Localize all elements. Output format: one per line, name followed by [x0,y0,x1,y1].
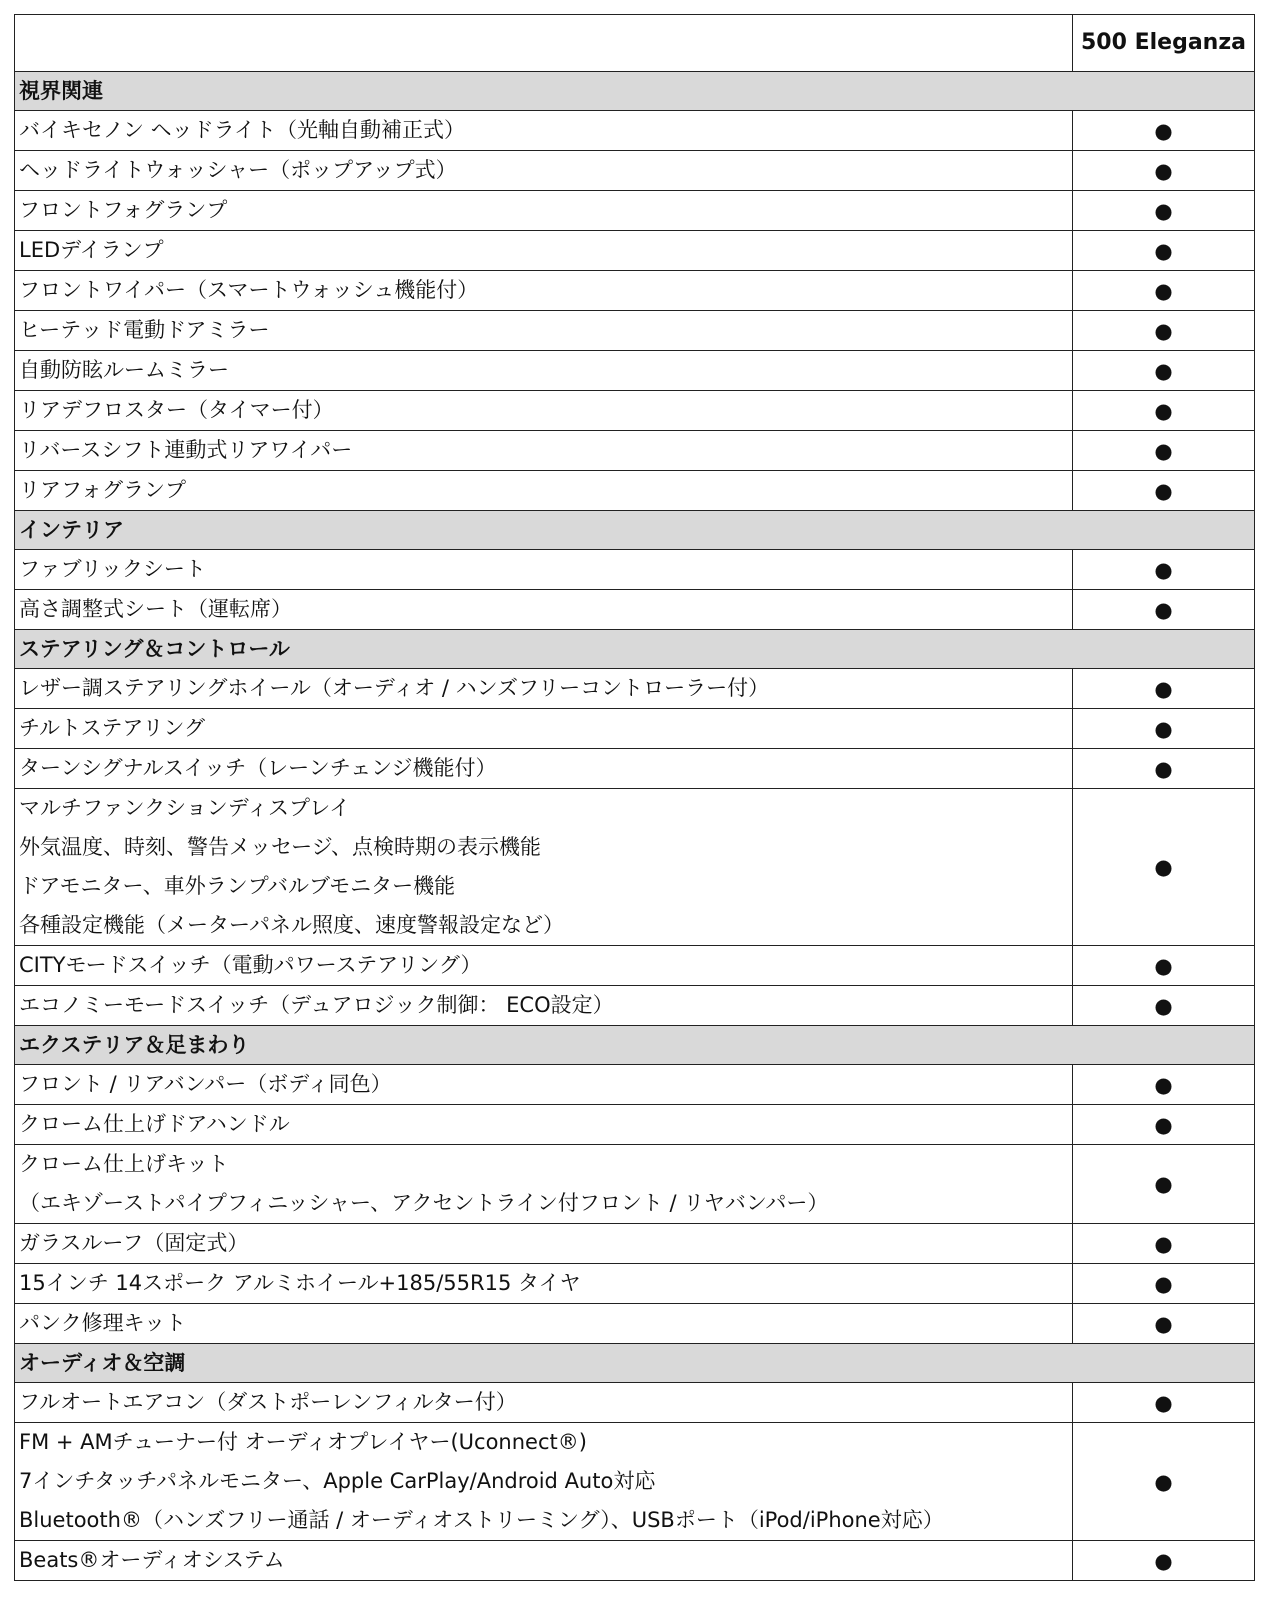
feature-text-line: 自動防眩ルームミラー [19,358,229,382]
feature-name-cell [15,1065,1073,1105]
feature-text-line: 15インチ 14スポーク アルミホイール+185/55R15 タイヤ [19,1271,581,1295]
feature-name-cell [15,151,1073,191]
feature-row [15,351,1255,391]
feature-text-line: フルオートエアコン（ダストポーレンフィルター付） [19,1390,517,1414]
feature-row [15,1423,1255,1541]
standard-equipment-mark: ● [1073,271,1255,311]
feature-row [15,311,1255,351]
feature-text-line: バイキセノン ヘッドライト（光軸自動補正式） [19,118,465,142]
feature-row [15,151,1255,191]
feature-name-cell [15,1304,1073,1344]
standard-equipment-mark: ● [1073,471,1255,511]
feature-row [15,1541,1255,1581]
feature-name-cell [15,111,1073,151]
feature-name-cell [15,709,1073,749]
feature-row [15,1145,1255,1224]
standard-equipment-mark: ● [1073,946,1255,986]
feature-row [15,550,1255,590]
feature-text-line: フロントフォグランプ [19,198,228,222]
feature-row [15,749,1255,789]
feature-row [15,789,1255,946]
feature-row [15,271,1255,311]
feature-text-line: マルチファンクションディスプレイ [19,796,351,820]
feature-text-line: ガラスルーフ（固定式） [19,1231,249,1255]
feature-text-line: フロントワイパー（スマートウォッシュ機能付） [19,278,479,302]
feature-name-cell [15,946,1073,986]
feature-name-cell [15,669,1073,709]
feature-text-line: ターンシグナルスイッチ（レーンチェンジ機能付） [19,756,497,780]
feature-text-line: ドアモニター、車外ランプバルブモニター機能 [19,874,456,898]
section-title: 視界関連 [15,72,1255,111]
feature-name-cell [15,1105,1073,1145]
standard-equipment-mark: ● [1073,311,1255,351]
table-header-row [15,15,1255,72]
header-corner-cell [15,15,1073,72]
feature-text-line: パンク修理キット [19,1311,187,1335]
standard-equipment-mark: ● [1073,351,1255,391]
feature-row [15,669,1255,709]
standard-equipment-mark: ● [1073,550,1255,590]
feature-text-line: クローム仕上げドアハンドル [19,1112,290,1136]
section-header-row [15,1026,1255,1065]
feature-name-cell [15,590,1073,630]
feature-name-cell [15,271,1073,311]
feature-text-line: フロント / リアバンパー（ボディ同色） [19,1072,392,1096]
feature-text-line: リアフォグランプ [19,478,186,502]
feature-row [15,1383,1255,1423]
equipment-spec-table [14,14,1255,1581]
feature-row [15,1304,1255,1344]
feature-row [15,1105,1255,1145]
standard-equipment-mark: ● [1073,111,1255,151]
standard-equipment-mark: ● [1073,789,1255,946]
standard-equipment-mark: ● [1073,1264,1255,1304]
feature-name-cell [15,431,1073,471]
standard-equipment-mark: ● [1073,1145,1255,1224]
feature-row [15,471,1255,511]
section-header-row [15,72,1255,111]
spec-table-body [15,15,1255,1581]
feature-text-line: 各種設定機能（メーターパネル照度、速度警報設定など） [19,913,564,937]
feature-text-line: FM + AMチューナー付 オーディオプレイヤー(Uconnect®) [19,1430,587,1454]
feature-text-line: ヒーテッド電動ドアミラー [19,318,270,342]
standard-equipment-mark: ● [1073,1304,1255,1344]
feature-text-line: Beats®オーディオシステム [19,1548,285,1572]
feature-text-line: クローム仕上げキット [19,1152,229,1176]
feature-text-line: リバースシフト連動式リアワイパー [19,438,353,462]
feature-row [15,111,1255,151]
feature-name-cell [15,471,1073,511]
standard-equipment-mark: ● [1073,231,1255,271]
section-title: エクステリア＆足まわり [15,1026,1255,1065]
feature-text-line: レザー調ステアリングホイール（オーディオ / ハンズフリーコントローラー付） [19,676,770,700]
standard-equipment-mark: ● [1073,986,1255,1026]
feature-text-line: （エキゾーストパイプフィニッシャー、アクセントライン付フロント / リヤバンパー） [19,1191,829,1215]
feature-name-cell [15,1541,1073,1581]
feature-text-line: 高さ調整式シート（運転席） [19,597,292,621]
standard-equipment-mark: ● [1073,749,1255,789]
feature-name-cell [15,749,1073,789]
feature-row [15,946,1255,986]
feature-text-line: リアデフロスター（タイマー付） [19,398,334,422]
feature-row [15,1264,1255,1304]
feature-name-cell [15,231,1073,271]
standard-equipment-mark: ● [1073,1105,1255,1145]
feature-text-line: CITYモードスイッチ（電動パワーステアリング） [19,953,482,977]
feature-row [15,431,1255,471]
feature-row [15,231,1255,271]
section-header-row [15,1344,1255,1383]
feature-name-cell [15,351,1073,391]
feature-name-cell [15,1145,1073,1224]
feature-row [15,391,1255,431]
feature-row [15,986,1255,1026]
section-header-row [15,511,1255,550]
feature-name-cell [15,1264,1073,1304]
feature-name-cell [15,391,1073,431]
standard-equipment-mark: ● [1073,191,1255,231]
feature-text-line: 外気温度、時刻、警告メッセージ、点検時期の表示機能 [19,835,542,859]
standard-equipment-mark: ● [1073,151,1255,191]
feature-row [15,191,1255,231]
standard-equipment-mark: ● [1073,1541,1255,1581]
feature-name-cell [15,1224,1073,1264]
feature-name-cell [15,191,1073,231]
feature-text-line: LEDデイランプ [19,238,164,262]
feature-name-cell [15,1423,1073,1541]
standard-equipment-mark: ● [1073,431,1255,471]
feature-text-line: Bluetooth®（ハンズフリー通話 / オーディオストリーミング）、USBポート（iPod/iPhone対応） [19,1508,944,1532]
section-title: ステアリング＆コントロール [15,630,1255,669]
feature-text-line: チルトステアリング [19,716,206,740]
feature-text-line: ファブリックシート [19,557,206,581]
feature-name-cell [15,1383,1073,1423]
feature-row [15,1224,1255,1264]
standard-equipment-mark: ● [1073,1224,1255,1264]
feature-name-cell [15,311,1073,351]
standard-equipment-mark: ● [1073,1383,1255,1423]
feature-row [15,709,1255,749]
standard-equipment-mark: ● [1073,1065,1255,1105]
standard-equipment-mark: ● [1073,590,1255,630]
feature-text-line: エコノミーモードスイッチ（デュアロジック制御： ECO設定） [19,993,614,1017]
standard-equipment-mark: ● [1073,709,1255,749]
model-name-header: 500 Eleganza [1073,15,1255,72]
section-header-row [15,630,1255,669]
feature-text-line: ヘッドライトウォッシャー（ポップアップ式） [19,158,457,182]
section-title: インテリア [15,511,1255,550]
standard-equipment-mark: ● [1073,669,1255,709]
feature-name-cell [15,789,1073,946]
feature-text-line: 7インチタッチパネルモニター、Apple CarPlay/Android Auto対応 [19,1469,656,1493]
feature-name-cell [15,986,1073,1026]
standard-equipment-mark: ● [1073,391,1255,431]
section-title: オーディオ＆空調 [15,1344,1255,1383]
standard-equipment-mark: ● [1073,1423,1255,1541]
feature-row [15,1065,1255,1105]
feature-name-cell [15,550,1073,590]
feature-row [15,590,1255,630]
